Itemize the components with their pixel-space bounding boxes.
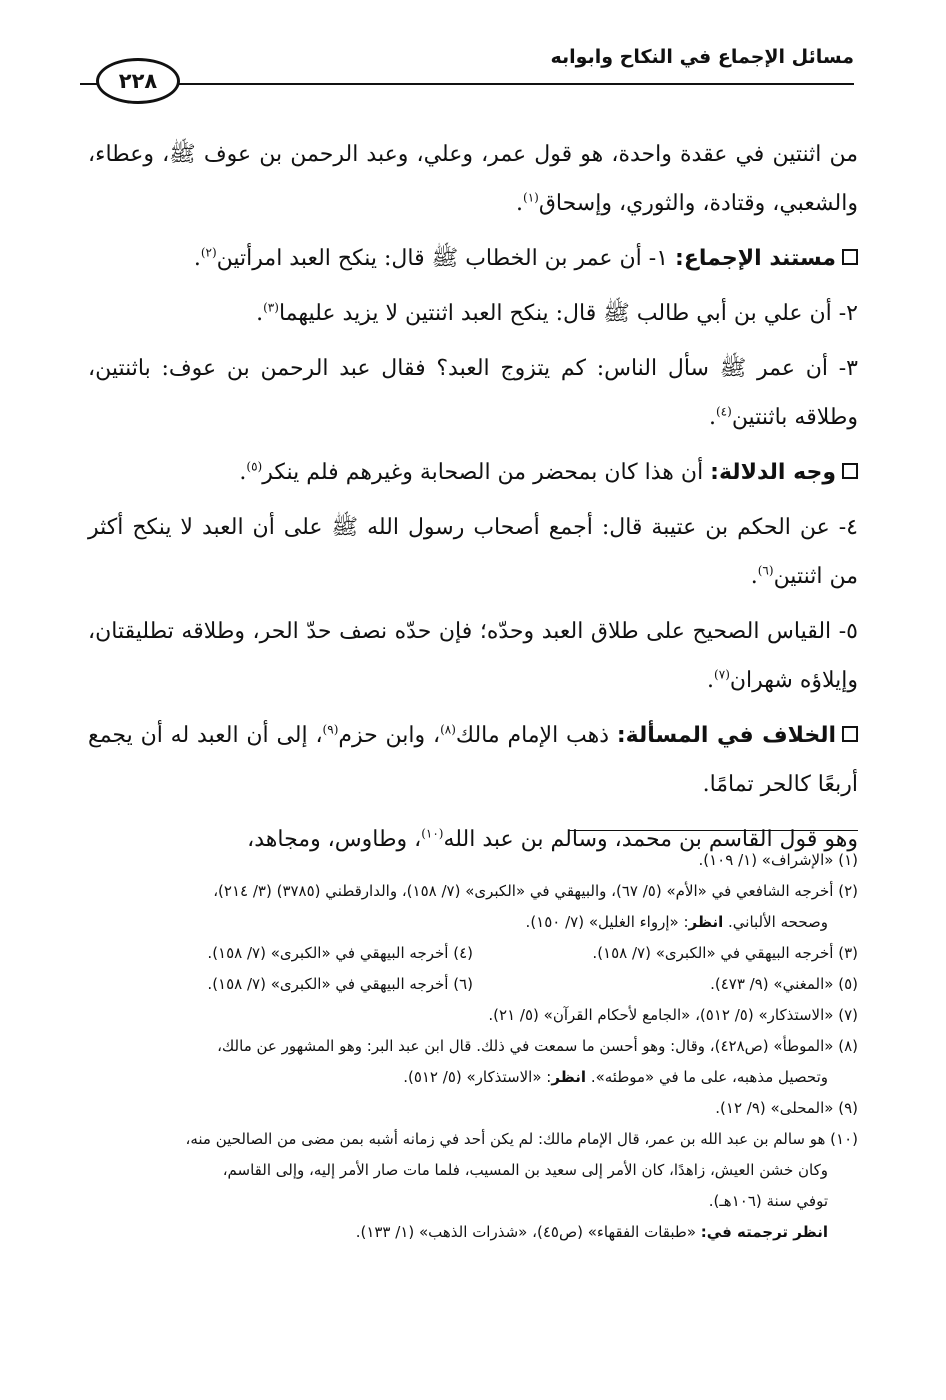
footnote-label: انظر [551, 1068, 587, 1086]
footnote-ref: (١) [523, 190, 539, 205]
footnote-continuation [88, 907, 858, 938]
paragraph-end: . [239, 460, 247, 485]
paragraph [88, 448, 858, 497]
paragraph [88, 607, 858, 705]
footnote-ref: (٥) [246, 459, 263, 474]
footnote: (١) «الإشراف» (١/ ١٠٩). [698, 851, 858, 869]
page-number: ٢٢٨ [96, 58, 180, 104]
footnotes [88, 845, 858, 1248]
paragraph [88, 234, 858, 283]
footnote-ref: (٣) [263, 300, 279, 315]
footnote-separator [568, 830, 858, 831]
paragraph-end: . [750, 564, 758, 589]
paragraph [88, 503, 858, 601]
footnote-continuation [88, 1217, 858, 1248]
paragraph-end: . [516, 191, 523, 216]
section-label: مستند الإجماع: [675, 246, 836, 271]
paragraph [88, 130, 858, 228]
paragraph-text: ٥- القياس الصحيح على طلاق العبد وحدّه؛ فإن حدّه نصف حدّ الحر، وطلاقه تطليقتان، وإيلاؤه شهران [88, 619, 858, 693]
footnote: (٨) «الموطأ» (ص٤٢٨)، وقال: وهو أحسن ما سمعت في ذلك. قال ابن عبد البر: وهو المشهور عن مالك، [217, 1037, 858, 1055]
paragraph [88, 289, 858, 338]
main-text [88, 130, 858, 870]
square-bullet-icon [842, 249, 858, 265]
footnote-ref: (٨) [440, 722, 456, 737]
footnote: (٦) أخرجه البيهقي في «الكبرى» (٧/ ١٥٨). [207, 975, 473, 993]
footnote-label: انظر ترجمته في: [700, 1223, 828, 1241]
footnote-continuation: وكان خشن العيش، زاهدًا، كان الأمر إلى سعيد بن المسيب، فلما مات صار الأمر إليه، وإلى القاسم، [222, 1161, 828, 1179]
paragraph [88, 711, 858, 809]
footnote-text: وصححه الألباني. [723, 913, 828, 931]
paragraph-text: وهو قول القاسم بن محمد، وسالم بن عبد الله [443, 827, 858, 852]
footnote: (٥) «المغني» (٩/ ٤٧٣). [710, 975, 858, 993]
paragraph-end: . [193, 246, 201, 271]
paragraph-end: . [256, 301, 264, 326]
paragraph-text: ٢- أن علي بن أبي طالب ﷺ قال: ينكح العبد اثنتين لا يزيد عليهما [278, 301, 858, 326]
paragraph [88, 344, 858, 442]
section-label: وجه الدلالة: [710, 460, 836, 485]
paragraph-text: ، وطاوس، ومجاهد، [247, 827, 422, 852]
page-header [80, 38, 854, 98]
footnote-ref: (٢) [200, 245, 217, 260]
footnote-row [88, 938, 858, 969]
footnote: (٤) أخرجه البيهقي في «الكبرى» (٧/ ١٥٨). [207, 944, 473, 962]
paragraph-text: ٤- عن الحكم بن عتيبة قال: أجمع أصحاب رسول الله ﷺ على أن العبد لا ينكح أكثر من اثنتين [88, 515, 858, 589]
paragraph-end: . [708, 405, 716, 430]
footnote: (١٠) هو سالم بن عبد الله بن عمر، قال الإمام مالك: لم يكن أحد في زمانه أشبه بمن مضى من الصالحين منه، [185, 1130, 858, 1148]
header-rule [80, 83, 854, 85]
square-bullet-icon [842, 726, 858, 742]
footnote-label: انظر [688, 913, 724, 931]
footnote: (٧) «الاستذكار» (٥/ ٥١٢)، «الجامع لأحكام القرآن» (٥/ ٢١). [488, 1006, 858, 1024]
footnote: (٣) أخرجه البيهقي في «الكبرى» (٧/ ١٥٨). [592, 944, 858, 962]
paragraph-end: . [707, 668, 715, 693]
paragraph-text: ، وابن حزم [338, 723, 441, 748]
paragraph-text: أن هذا كان بمحضر من الصحابة وغيرهم فلم ينكر [262, 460, 711, 485]
paragraph-text: من اثنتين في عقدة واحدة، هو قول عمر، وعلي، وعبد الرحمن بن عوف ﷺ، وعطاء، والشعبي، وقتادة، والثوري، وإسحاق [88, 142, 858, 216]
footnote-ref: (٧) [714, 667, 730, 682]
footnote-ref: (٤) [715, 404, 732, 419]
section-label: الخلاف في المسألة: [616, 723, 836, 748]
paragraph-text: ٣- أن عمر ﷺ سأل الناس: كم يتزوج العبد؟ فقال عبد الرحمن بن عوف: باثنتين، وطلاقه باثنتين [88, 356, 858, 430]
paragraph-text: ذهب الإمام مالك [455, 723, 617, 748]
footnote-text: وتحصيل مذهبه، على ما في «موطئه». [586, 1068, 828, 1086]
footnote-text: «طبقات الفقهاء» (ص٤٥)، «شذرات الذهب» (١/ ١٣٣). [355, 1223, 701, 1241]
footnote-ref: (٩) [322, 722, 339, 737]
footnote-text: : «إرواء الغليل» (٧/ ١٥٠). [525, 913, 689, 931]
footnote-text: : «الاستذكار» (٥/ ٥١٢). [403, 1068, 552, 1086]
running-title: مسائل الإجماع في النكاح وابوابه [550, 46, 854, 68]
footnote-ref: (٦) [757, 563, 774, 578]
footnote-continuation: توفي سنة (١٠٦هـ). [708, 1192, 828, 1210]
footnote-continuation [88, 1062, 858, 1093]
footnote: (٩) «المحلى» (٩/ ١٢). [715, 1099, 858, 1117]
footnote-ref: (١٠) [421, 826, 444, 841]
footnote-row [88, 969, 858, 1000]
square-bullet-icon [842, 463, 858, 479]
paragraph-text: ١- أن عمر بن الخطاب ﷺ قال: ينكح العبد امرأتين [216, 246, 676, 271]
paragraph-text: ، إلى أن العبد له أن يجمع أربعًا كالحر تمامًا. [88, 723, 858, 797]
footnote: (٢) أخرجه الشافعي في «الأم» (٥/ ٦٧)، والبيهقي في «الكبرى» (٧/ ١٥٨)، والدارقطني (٣٧٨٥) (٣/ ٢١٤)، [213, 882, 858, 900]
